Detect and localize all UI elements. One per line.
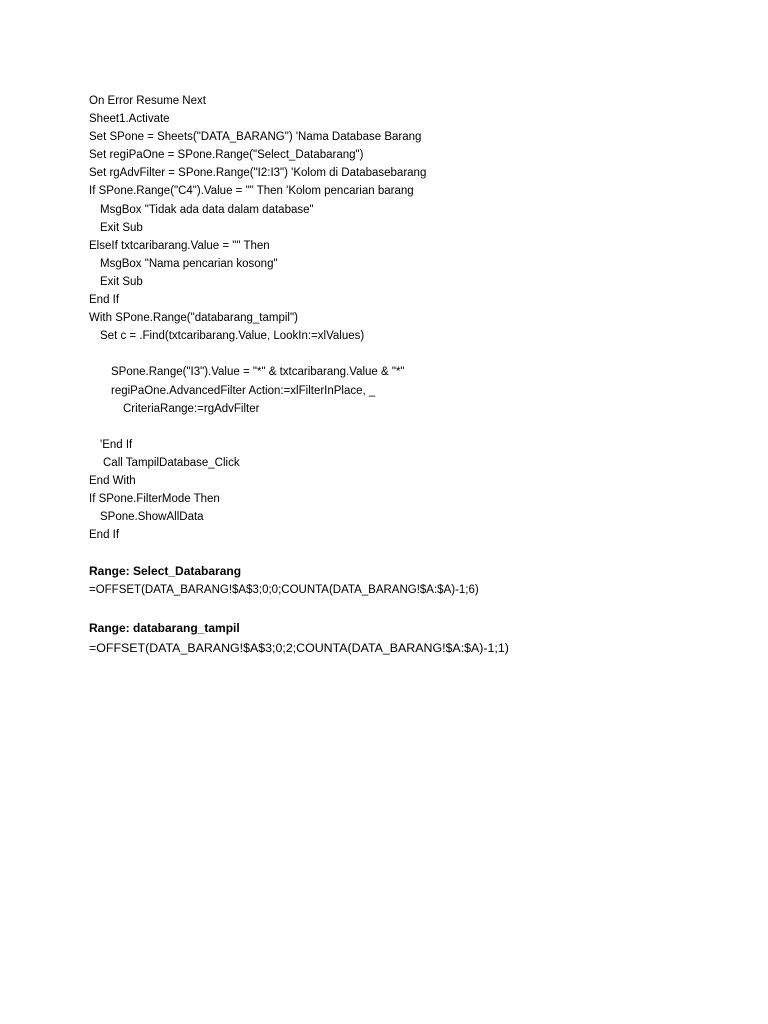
code-line: If SPone.Range("C4").Value = "" Then 'Kolom pencarian barang [89,185,414,198]
code-line: With SPone.Range("databarang_tampil") [89,312,298,325]
code-line: On Error Resume Next [89,95,206,107]
code-line: SPone.Range("I3").Value = "*" & txtcaribarang.Value & "*" [111,366,405,379]
range-formula: =OFFSET(DATA_BARANG!$A$3;0;2;COUNTA(DATA_BARANG!$A:$A)-1;1) [89,641,509,655]
code-line: Set regiPaOne = SPone.Range("Select_Databarang") [89,149,364,162]
code-line: Call TampilDatabase_Click [103,456,240,469]
code-line: If SPone.FilterMode Then [89,493,220,506]
code-line: Exit Sub [100,221,143,234]
range-formula: =OFFSET(DATA_BARANG!$A$3;0;0;COUNTA(DATA_BARANG!$A:$A)-1;6) [89,584,479,596]
code-line: ElseIf txtcaribarang.Value = "" Then [89,239,270,252]
code-blank-line [89,345,689,363]
code-line: MsgBox "Tidak ada data dalam database" [100,203,314,216]
code-blank-line [89,418,689,436]
code-line: End If [89,529,120,542]
range-heading: Range: databarang_tampil [89,621,240,635]
code-line: Sheet1.Activate [89,113,170,126]
vba-code-block [89,92,689,544]
code-line: Set c = .Find(txtcaribarang.Value, LookIn:=xlValues) [100,330,365,343]
range-heading: Range: Select_Databarang [89,564,242,578]
code-line: End With [89,474,136,487]
range-databarang-tampil [89,619,689,658]
code-line: regiPaOne.AdvancedFilter Action:=xlFilterInPlace, _ [111,384,376,397]
code-line: Set SPone = Sheets("DATA_BARANG") 'Nama Database Barang [89,131,422,144]
code-line: 'End If [100,438,133,451]
code-line: Set rgAdvFilter = SPone.Range("I2:I3") 'Kolom di Databasebarang [89,167,427,180]
range-select-databarang [89,562,689,599]
code-line: CriteriaRange:=rgAdvFilter [123,402,260,415]
code-line: MsgBox "Nama pencarian kosong" [100,257,278,270]
code-line: End If [89,294,120,307]
code-line: SPone.ShowAllData [100,511,204,524]
code-line: Exit Sub [100,275,143,288]
